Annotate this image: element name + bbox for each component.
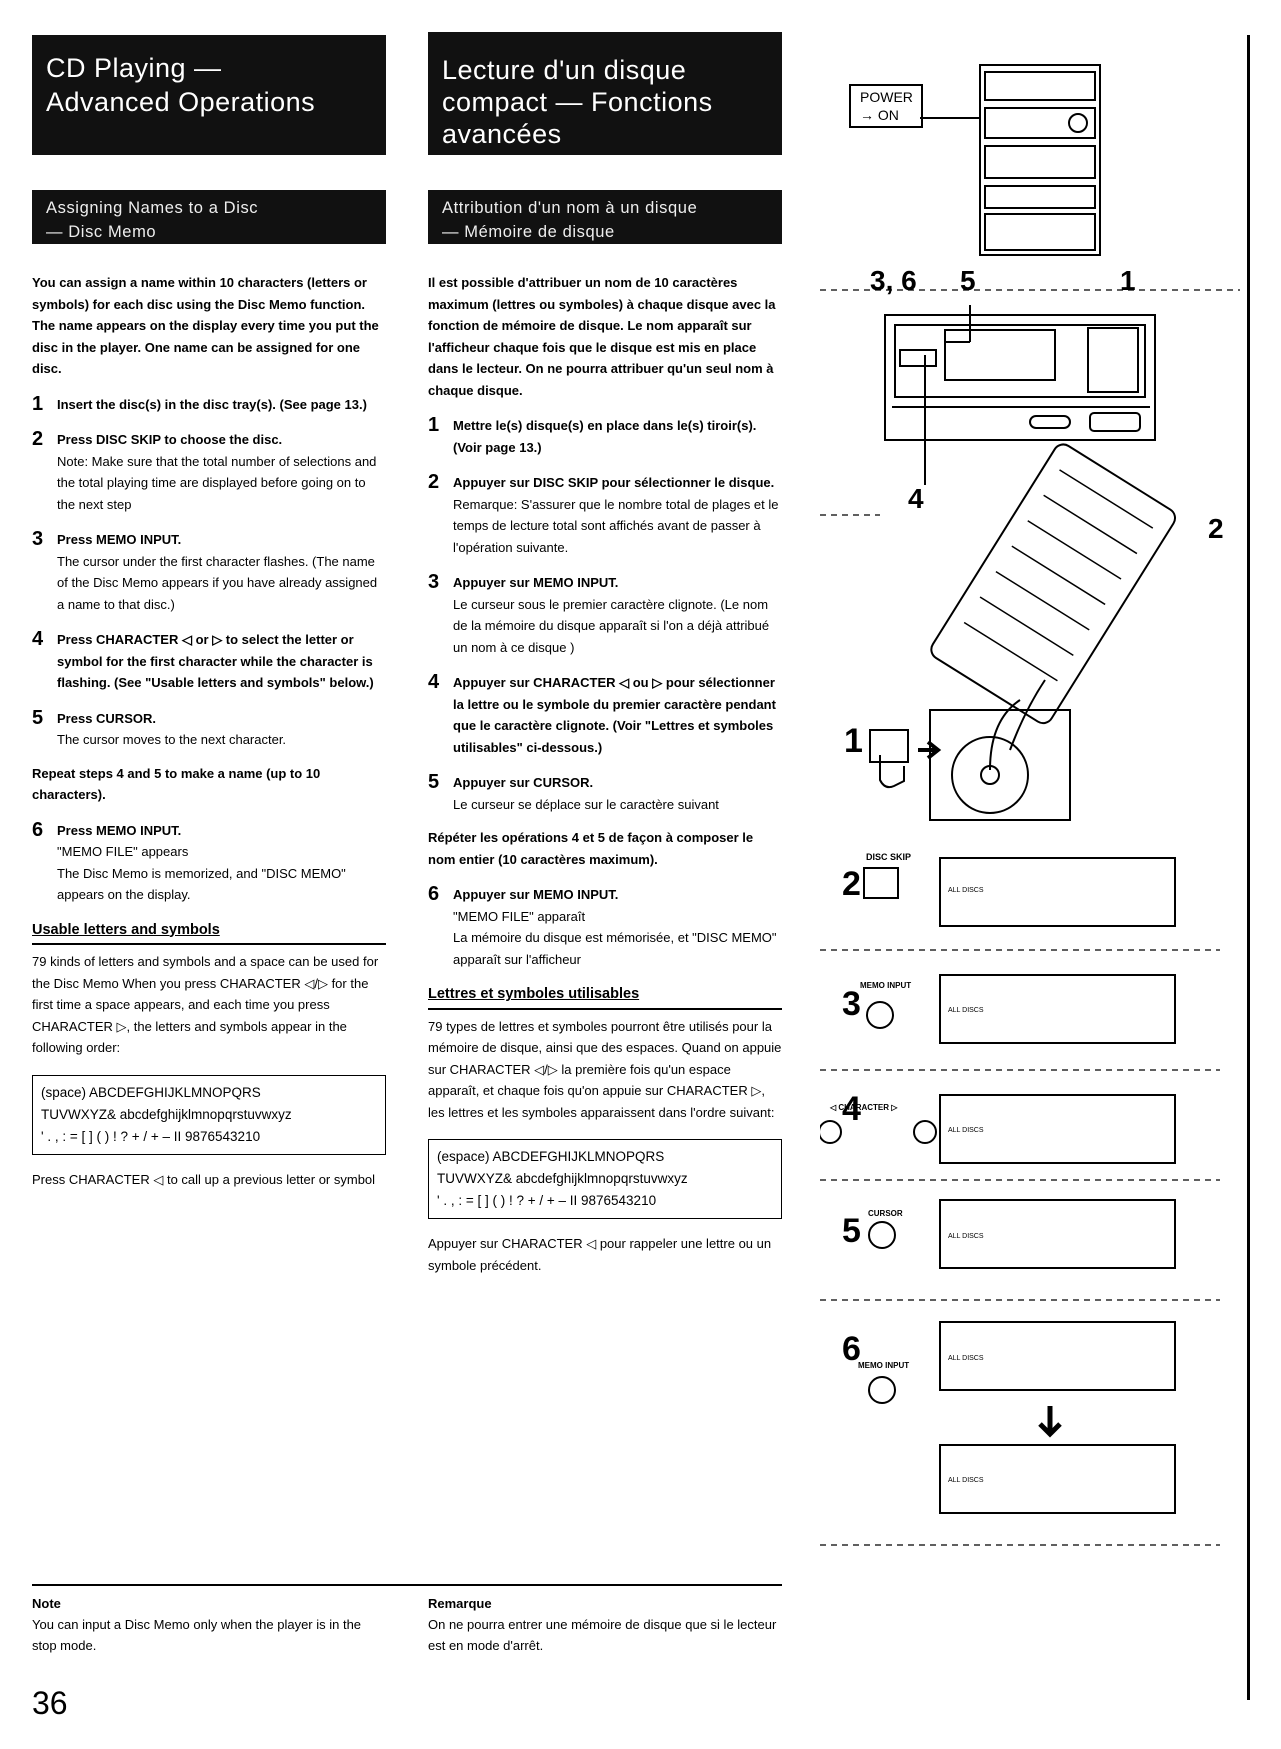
step5-figure	[869, 1200, 1175, 1268]
step-text	[57, 529, 386, 615]
usable-heading	[32, 920, 386, 946]
char-line: ' . , : = [ ] ( ) ! ? + / + – II 9876543210	[437, 1193, 657, 1208]
stereo-system-image	[920, 65, 1100, 255]
after-paragraph: Press CHARACTER ◁ to call up a previous letter or symbol	[32, 1171, 376, 1187]
steps-list	[32, 394, 386, 751]
step-item	[32, 629, 386, 694]
step-number: 2	[428, 471, 440, 493]
title-line: CD Playing —	[46, 53, 222, 83]
step-number: 6	[32, 818, 44, 841]
remote-control-image	[928, 441, 1179, 727]
callout-5: 5	[960, 265, 976, 296]
step-number: 3	[32, 528, 44, 550]
step-detail: "MEMO FILE" apparaît La mémoire du disque est mémorisée, et "DISC MEMO" apparaît sur l'afficheur	[453, 908, 777, 967]
step-item	[32, 708, 386, 751]
step-detail: The cursor moves to the next character.	[57, 732, 287, 747]
display-all-label: ALL DISCS	[948, 1127, 984, 1134]
page-title	[32, 35, 386, 155]
character-label: ◁ CHARACTER ▷	[830, 1103, 898, 1112]
title-line: Lecture d'un disque	[442, 55, 687, 85]
usable-heading	[428, 984, 782, 1010]
step-number: 3	[842, 985, 861, 1023]
step-number: 1	[844, 722, 863, 760]
step-item	[32, 529, 386, 615]
disc-skip-label: DISC SKIP	[866, 852, 912, 862]
step-title: Insert the disc(s) in the disc tray(s). (See page 13.)	[57, 396, 367, 412]
display-all-label: ALL DISCS	[948, 1233, 984, 1240]
power-on-label: → ON	[860, 107, 899, 123]
section-heading-fr	[428, 190, 782, 244]
display-all-label: ALL DISCS	[948, 887, 984, 894]
step-title: Press DISC SKIP to choose the disc.	[57, 432, 283, 447]
illustration-panel	[820, 30, 1250, 1730]
step-text	[453, 672, 782, 758]
step-text	[453, 415, 782, 458]
step-item	[428, 572, 782, 658]
note-heading: Remarque	[428, 1596, 492, 1611]
step-text	[57, 429, 386, 515]
steps-list	[32, 820, 386, 906]
step-item	[428, 884, 782, 970]
step-number: 6	[842, 1330, 861, 1368]
step-detail: Note: Make sure that the total number of selections and the total playing time are displayed before going on to the next step	[57, 453, 377, 512]
step-number: 1	[32, 392, 44, 415]
note-fr	[428, 1593, 782, 1656]
callout-2: 2	[1208, 513, 1224, 544]
step-item	[428, 772, 782, 815]
section-heading	[32, 190, 386, 244]
step3-figure	[867, 975, 1175, 1043]
step-item	[32, 820, 386, 906]
page-title-fr	[428, 32, 782, 155]
step-detail: Le curseur sous le premier caractère clignote. (Le nom de la mémoire du disque apparaît si l'on a déjà attribué un nom à ce disque )	[453, 596, 770, 655]
step-text	[57, 820, 386, 906]
char-line: (space) ABCDEFGHIJKLMNOPQRS	[41, 1084, 261, 1100]
step2-figure	[864, 858, 1175, 926]
note-en	[32, 1593, 386, 1656]
note-text: You can input a Disc Memo only when the player is in the stop mode.	[32, 1617, 362, 1653]
step-number: 4	[428, 671, 440, 693]
char-line: TUVWXYZ& abcdefghijklmnopqrstuvwxyz	[437, 1171, 688, 1186]
memo-input-label: MEMO INPUT	[858, 1361, 910, 1370]
title-line: Advanced Operations	[46, 87, 316, 117]
display-all-label: ALL DISCS	[948, 1355, 984, 1362]
step-number: 1	[428, 414, 440, 436]
french-body	[428, 272, 782, 1276]
step-number: 2	[842, 865, 861, 903]
callout-3-6: 3, 6	[870, 265, 917, 296]
repeat-instruction: Repeat steps 4 and 5 to make a name (up to 10 characters).	[32, 765, 321, 802]
step-text	[453, 572, 782, 658]
usable-heading-text: Usable letters and symbols	[32, 921, 220, 938]
after-paragraph: Appuyer sur CHARACTER ◁ pour rappeler une lettre ou un symbole précédent.	[428, 1236, 772, 1273]
cd-player-image	[885, 305, 1155, 485]
step-text	[57, 394, 386, 416]
callout-4: 4	[908, 483, 924, 514]
arrow-down-icon	[1040, 1406, 1060, 1434]
usable-paragraph: 79 types de lettres et symboles pourront être utilisés pour la mémoire de disque, ainsi que des espaces. Quand on appuie sur CHARACTER ◁/▷ la première fois qu'un espace apparaît, et chaque fois qu'on appuie sur CHARACTER ▷, les lettres et les symboles apparaissent dans l'ordre suivant:	[428, 1018, 782, 1120]
usable-paragraph: 79 kinds of letters and symbols and a space can be used for the Disc Memo When you press CHARACTER ◁/▷ for the first time a space appears, and each time you press CHARACTER ▷, the letters and symbols appear in the following order:	[32, 954, 379, 1055]
section-line: Attribution d'un nom à un disque	[442, 199, 698, 217]
power-label: POWER	[860, 89, 913, 105]
step-text	[453, 772, 782, 815]
step-text	[453, 884, 782, 970]
step-text	[453, 472, 782, 558]
steps-list	[428, 884, 782, 970]
section-line: Assigning Names to a Disc	[46, 199, 259, 217]
step-item	[428, 415, 782, 458]
char-line: ' . , : = [ ] ( ) ! ? + / + – II 9876543210	[41, 1128, 261, 1144]
step-number: 5	[842, 1212, 861, 1250]
intro-paragraph: Il est possible d'attribuer un nom de 10 caractères maximum (lettres ou symboles) à chaque disque avec la fonction de mémoire de disque. Le nom apparaît sur l'afficheur chaque fois que le disque est mis en place dans le lecteur. On ne pourra attribuer qu'un seul nom à chaque disque.	[428, 275, 776, 398]
step-number: 3	[428, 571, 440, 593]
step-item	[32, 394, 386, 416]
step-title: Appuyer sur CURSOR.	[453, 775, 594, 790]
step-title: Appuyer sur CHARACTER ◁ ou ▷ pour sélectionner la lettre ou le symbole du premier caractère pendant que le caractère clignote. (Voir "Lettres et symboles utilisables" ci-dessous.)	[453, 675, 776, 755]
step-title: Appuyer sur MEMO INPUT.	[453, 887, 619, 902]
guide-lines	[820, 290, 1240, 1545]
cursor-label: CURSOR	[868, 1209, 903, 1218]
char-line: (espace) ABCDEFGHIJKLMNOPQRS	[437, 1149, 665, 1164]
char-line: TUVWXYZ& abcdefghijklmnopqrstuvwxyz	[41, 1106, 292, 1122]
step1-figure	[870, 680, 1070, 820]
step-text	[57, 629, 386, 694]
step-title: Mettre le(s) disque(s) en place dans le(s) tiroir(s). (Voir page 13.)	[453, 418, 757, 455]
step6-figure	[869, 1322, 1175, 1513]
step-number: 4	[842, 1090, 861, 1128]
step-detail: "MEMO FILE" appears The Disc Memo is memorized, and "DISC MEMO" appears on the display.	[57, 844, 346, 902]
step-number: 6	[428, 883, 440, 905]
display-all-label: ALL DISCS	[948, 1477, 984, 1484]
step-number: 5	[32, 706, 44, 729]
section-line: — Mémoire de disque	[442, 223, 615, 241]
character-table	[428, 1139, 782, 1219]
steps-list	[428, 415, 782, 815]
callout-1: 1	[1120, 265, 1136, 296]
step-title: Press MEMO INPUT.	[57, 822, 182, 838]
step-title: Press MEMO INPUT.	[57, 532, 182, 547]
intro-paragraph: You can assign a name within 10 characters (letters or symbols) for each disc using the Disc Memo function. The name appears on the display every time you put the disc in the player. One name can be assigned for one disc.	[32, 275, 379, 376]
note-heading: Note	[32, 1596, 61, 1611]
section-line: — Disc Memo	[46, 223, 157, 241]
step-number: 4	[32, 628, 44, 650]
step-detail: Remarque: S'assurer que le nombre total de plages et le temps de lecture total sont affichés avant de passer à l'opération suivante.	[453, 496, 779, 555]
step-detail: Le curseur se déplace sur le caractère suivant	[453, 796, 719, 812]
note-text: On ne pourra entrer une mémoire de disque que si le lecteur est en mode d'arrêt.	[428, 1617, 777, 1653]
arrow-right-icon	[918, 742, 938, 758]
step-title: Press CURSOR.	[57, 710, 156, 726]
english-body	[32, 272, 386, 1190]
step-text	[57, 708, 386, 751]
step-detail: The cursor under the first character flashes. (The name of the Disc Memo appears if you have already assigned a name to that disc.)	[57, 553, 378, 612]
repeat-instruction: Répéter les opérations 4 et 5 de façon à composer le nom entier (10 caractères maximum).	[428, 830, 754, 867]
usable-heading-text: Lettres et symboles utilisables	[428, 986, 640, 1002]
title-line: avancées	[442, 119, 562, 149]
step-number: 5	[428, 771, 440, 793]
note-divider	[32, 1584, 782, 1586]
step-title: Appuyer sur MEMO INPUT.	[453, 575, 619, 590]
step-title: Appuyer sur DISC SKIP pour sélectionner le disque.	[453, 475, 775, 490]
title-line: compact — Fonctions	[442, 87, 713, 117]
step-number: 2	[32, 428, 44, 450]
memo-input-label: MEMO INPUT	[860, 981, 912, 990]
page-number: 36	[32, 1685, 68, 1721]
display-all-label: ALL DISCS	[948, 1007, 984, 1014]
character-table	[32, 1075, 386, 1155]
step-item	[428, 672, 782, 758]
step-title: Press CHARACTER ◁ or ▷ to select the letter or symbol for the first character while the character is flashing. (See "Usable letters and symbols" below.)	[57, 632, 374, 690]
step-item	[32, 429, 386, 515]
step-item	[428, 472, 782, 558]
